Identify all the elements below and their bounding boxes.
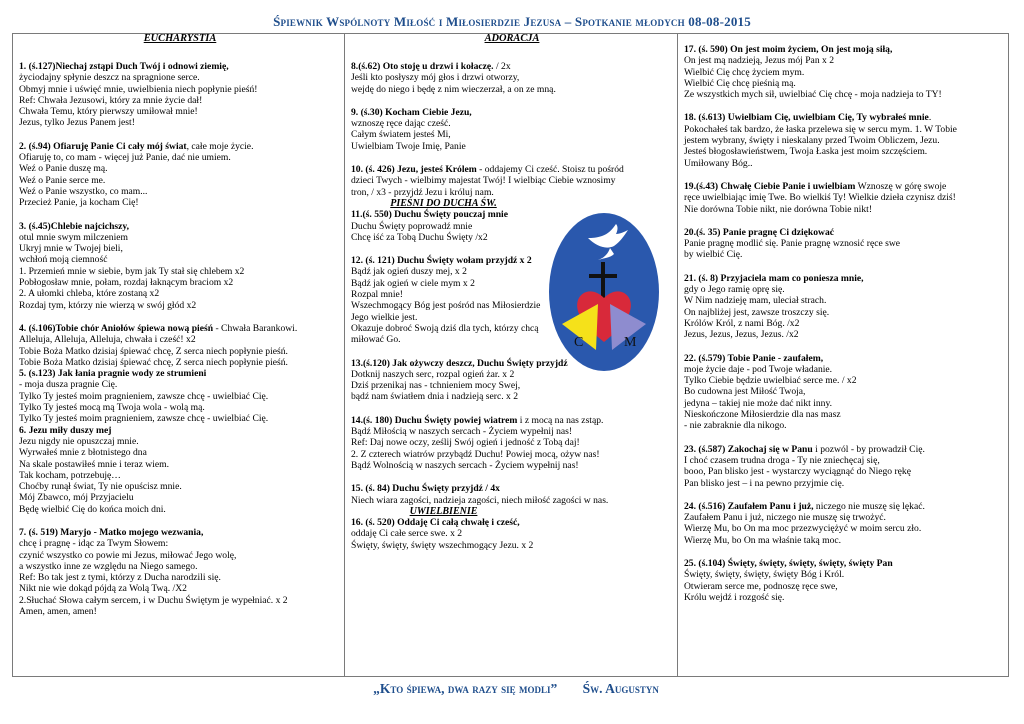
song-line: Weź o Panie serce me.	[19, 174, 106, 186]
song-title	[684, 181, 1006, 192]
song-line: Wierzę Mu, bo On ma moc przezwyciężyć w moim sercu zło.	[684, 523, 922, 535]
song-title	[19, 527, 341, 538]
song-line: jestem wybrany, święty i nieskalany przed Twoim Obliczem, Jezu.	[684, 135, 940, 147]
song-block	[19, 61, 341, 129]
song-line: Ukryj mnie w Twojej bieli,	[19, 243, 123, 255]
song-title-bold: 2. (ś.94) Ofiaruję Panie Ci cały mój świat	[19, 140, 187, 152]
song-block	[684, 44, 1006, 100]
song-line: Bądź Wolnością w naszych sercach - Życiem wypełnij nas!	[351, 459, 579, 471]
song-title	[19, 221, 341, 232]
song-line: Chcę iść za Tobą Duchu Święty /x2	[351, 231, 488, 243]
song-line: Wyrwałeś mnie z błotnistego dna	[19, 447, 147, 459]
song-title	[684, 444, 1006, 455]
song-block	[19, 368, 341, 424]
song-line: Tak kocham, potrzebuję…	[19, 469, 121, 481]
song-line: Jeśli kto posłyszy mój głos i drzwi otworzy,	[351, 72, 520, 84]
song-line: W Nim nadzieję mam, uleciał strach.	[684, 295, 827, 307]
song-line: wejdę do niego i będę z nim wieczerzał, a on ze mną.	[351, 83, 556, 95]
song-block	[19, 221, 341, 311]
song-list	[19, 61, 341, 617]
song-line: Uwielbiam Twoje Imię, Panie	[351, 140, 466, 152]
song-line: Pokochałeś tak bardzo, że łaska przelewa się w sercu mym. 1. W Tobie	[684, 123, 957, 135]
song-line: Święty, święty, święty, święty Bóg i Król.	[684, 569, 845, 581]
song-line: życiodajny spłynie deszcz na spragnione serce.	[19, 72, 200, 84]
song-title	[351, 61, 673, 72]
song-title-rest: / 2x	[493, 61, 511, 72]
song-title-rest: niczego nie muszę się lękać.	[813, 500, 925, 512]
song-title-bold: 6. Jezu miły duszy mej	[19, 424, 112, 436]
footer-quote	[0, 681, 1024, 697]
song-line: 2.Słuchać Słowa całym sercem, i w Duchu Świętym je wypełniać. x 2	[19, 594, 288, 606]
song-title	[684, 112, 1006, 123]
song-block	[19, 323, 341, 368]
song-line: Niech wiara zagości, nadzieja zagości, niech miłość zagości w nas.	[351, 494, 609, 506]
song-line: Tobie Boża Matko dzisiaj śpiewać chcę, Z serca niech popłynie pieśń.	[19, 345, 288, 357]
column-uwielbienie	[684, 44, 1006, 603]
song-line: Nieskończone Miłosierdzie dla nas masz	[684, 409, 841, 421]
song-title-bold: 8.(ś.62) Oto stoję u drzwi i kołaczę.	[351, 61, 494, 72]
song-line: Zaufałem Panu i już, niczego nie muszę się trwożyć.	[684, 512, 886, 524]
song-title-rest: .	[928, 112, 932, 124]
song-line: Tobie Boża Matko dzisiaj śpiewać chcę, Z serca niech popłynie pieśń.	[19, 356, 288, 368]
song-title	[684, 227, 1006, 238]
song-line: 2. A ułomki chleba, które zostaną x2	[19, 288, 160, 300]
song-line: Dziś przenikaj nas - tchnieniem mocy Swej,	[351, 380, 521, 392]
song-title	[684, 558, 1006, 569]
song-block	[351, 483, 673, 506]
page-title: Śpiewnik Wspólnoty Miłość i Miłosierdzie Jezusa – Spotkanie młodych 08-08-2015	[273, 14, 751, 29]
column-eucharystia	[19, 33, 341, 617]
song-line: Nie dorówna Tobie nikt, nie dorówna Tobie nikt!	[684, 203, 873, 215]
song-line: Królu wejdź i rozgość się.	[684, 591, 785, 603]
song-block	[351, 209, 541, 243]
song-title-bold: 25. (ś.104) Święty, święty, święty, święty, święty Pan	[684, 557, 893, 569]
song-block	[684, 227, 1006, 261]
song-line: Tylko Ciebie będzie uwielbiać serce me. / x2	[684, 375, 857, 387]
song-title-bold: 5. (s.123) Jak łania pragnie wody ze strumieni	[19, 368, 207, 380]
song-line: Rozpal mnie!	[351, 289, 403, 301]
song-title	[684, 44, 1006, 55]
song-line: a wszystko inne ze względu na Niego samego.	[19, 560, 198, 572]
song-line: Bo cudowna jest Miłość Twoja,	[684, 386, 806, 398]
song-line: I choć czasem trudna droga - Ty nie zniechęcaj się,	[684, 454, 880, 466]
song-title-bold: 22. (ś.579) Tobie Panie - zaufałem,	[684, 352, 824, 364]
song-title	[351, 255, 536, 266]
song-line: Alleluja, Alleluja, Alleluja, chwała i cześć! x2	[19, 334, 196, 346]
song-line: Jezu nigdy nie opuszczaj mnie.	[19, 435, 139, 447]
song-line: Tylko Ty jesteś mocą mą Twoja wola - wolą mą.	[19, 402, 205, 414]
song-title-rest: - oddajemy Ci cześć. Stoisz tu pośród	[476, 164, 624, 176]
song-title-bold: 18. (ś.613) Uwielbiam Cię, uwielbiam Cię, Ty wybrałeś mnie	[684, 112, 929, 124]
song-line: Otwieram serce me, podnoszę ręce swe,	[684, 580, 838, 592]
song-title	[351, 209, 536, 220]
section-heading-adoracja: ADORACJA	[484, 33, 540, 44]
song-line: bądź nam światłem dnia i nadzieją serc. x 2	[351, 391, 519, 403]
song-line: moje życie daje - pod Twoje władanie.	[684, 363, 833, 375]
song-line: jedyna – takiej nie może dać nikt inny.	[684, 397, 833, 409]
song-line: Chwała Temu, który pierwszy umiłował mnie!	[19, 106, 198, 118]
song-block	[351, 107, 673, 152]
song-line: by wielbić Cię.	[684, 249, 743, 261]
song-title	[351, 483, 673, 494]
song-line: booo, Pan blisko jest - wystarczy wyciągnąć do Niego rękę	[684, 466, 911, 478]
song-line: Przecież Panie, ja kocham Cię!	[19, 197, 139, 209]
song-line: Ref: Daj nowe oczy, ześlij Swój ogień i jedność z Tobą daj!	[351, 437, 580, 449]
song-line: Jezus, tylko Jezus Panem jest!	[19, 117, 135, 129]
song-title-rest: , całe moje życie.	[186, 140, 254, 152]
song-line: Będę wielbić Cię do końca moich dni.	[19, 503, 166, 515]
song-title-bold: 13.(ś.120) Jak ożywczy deszcz, Duchu Święty przyjdź	[351, 357, 568, 369]
song-line: Bądź jak ogień duszy mej, x 2	[351, 266, 467, 278]
song-block	[684, 353, 1006, 432]
song-line: Mój Zbawco, mój Przyjacielu	[19, 492, 134, 504]
song-line: Umiłowany Bóg..	[684, 157, 753, 169]
song-block	[684, 112, 1006, 168]
section-heading-uwielbienie: UWIELBIENIE	[409, 505, 478, 517]
song-line: tron, / x3 - przyjdź Jezu i króluj nam.	[351, 186, 494, 198]
song-title-bold: 21. (ś. 8) Przyjaciela mam co poniesza mnie,	[684, 272, 864, 284]
song-line: Pobłogosław mnie, połam, rozdaj łaknącym braciom x2	[19, 277, 234, 289]
song-block	[351, 415, 673, 471]
song-line: Całym światem jesteś Mi,	[351, 129, 451, 141]
song-title-bold: 15. (ś. 84) Duchu Święty przyjdź / 4x	[351, 483, 500, 495]
song-line: - moja dusza pragnie Cię.	[19, 379, 118, 391]
song-line: Ze wszystkich mych sił, uwielbiać Cię chcę - moja nadzieja to TY!	[684, 89, 942, 101]
song-block	[684, 181, 1006, 215]
song-title-bold: 9. (ś.30) Kocham Ciebie Jezu,	[351, 106, 472, 118]
song-line: otul mnie swym milczeniem	[19, 231, 128, 243]
community-emblem	[548, 212, 660, 372]
song-line: Wszechmogący Bóg jest pośród nas Miłosierdzie Jego wielkie jest.	[351, 300, 541, 323]
song-block	[684, 273, 1006, 341]
song-block	[19, 527, 341, 617]
song-title	[684, 273, 1006, 284]
song-line: Bądź Miłością w naszych sercach - Życiem wypełnij nas!	[351, 426, 573, 438]
song-line: Wielbić Cię chcę życiem mym.	[684, 66, 805, 78]
song-line: Wielbić Cię chcę pieśnią mą.	[684, 77, 796, 89]
song-line: ręce uwielbiając imię Twe. Bo wielkiś Ty! Wielkie dzieła czynisz dziś!	[684, 192, 956, 204]
section-heading-eucharystia: EUCHARYSTIA	[143, 33, 217, 44]
song-title	[19, 141, 341, 152]
song-line: Bądź jak ogień w ciele mym x 2	[351, 277, 475, 289]
song-title	[351, 517, 673, 528]
song-block	[684, 501, 1006, 546]
song-line: 2. Z czterech wiatrów przybądź Duchu! Powiej mocą, ożyw nas!	[351, 448, 600, 460]
song-line: Weź o Panie wszystko, co mam...	[19, 185, 148, 197]
song-title-bold: 4. (ś.106)Tobie chór Aniołów śpiewa nową pieśń	[19, 322, 214, 334]
song-line: Obmyj mnie i uświęć mnie, uwielbienia niech popłynie pieśń!	[19, 83, 258, 95]
section-heading-duch-swiety: PIEŚNI DO DUCHA ŚW.	[390, 197, 497, 209]
song-line: chcę i pragnę - idąc za Twym Słowem:	[19, 538, 169, 550]
song-title-rest: - Chwała Barankowi.	[213, 322, 298, 334]
song-title	[684, 353, 1006, 364]
song-title-bold: 3. (ś.45)Chlebie najcichszy,	[19, 220, 130, 232]
song-title-bold: 16. (ś. 520) Oddaję Ci całą chwałę i cześć,	[351, 517, 520, 529]
song-title	[351, 415, 673, 426]
song-block	[684, 444, 1006, 489]
song-title-bold: 17. (ś. 590) On jest moim życiem, On jest moją siłą,	[684, 44, 893, 55]
cross-horizontal	[589, 274, 617, 278]
song-title-bold: 11.(ś. 550) Duchu Święty pouczaj mnie	[351, 209, 508, 221]
song-title-bold: 20.(ś. 35) Panie pragnę Ci dziękować	[684, 226, 835, 238]
song-title	[19, 425, 341, 436]
song-line: Ref: Chwała Jezusowi, który za mnie życie dał!	[19, 94, 203, 106]
song-line: wchłoń moją ciemność	[19, 254, 108, 266]
song-line: czynić wszystko co powie mi Jezus, miłować Jego wolę,	[19, 549, 237, 561]
song-line: Królów Król, z nami Bóg. /x2	[684, 317, 800, 329]
song-block	[351, 164, 673, 198]
song-line: Tylko Ty jesteś moim pragnieniem, zawsze chcę - uwielbiać Cię.	[19, 413, 269, 425]
song-title	[684, 501, 1006, 512]
song-line: Ofiaruję to, co mam - więcej już Panie, dać nie umiem.	[19, 152, 231, 164]
song-title-bold: 19.(ś.43) Chwałę Ciebie Panie i uwielbiam	[684, 180, 856, 192]
song-title-bold: 7. (ś. 519) Maryjo - Matko mojego wezwania,	[19, 526, 204, 538]
song-line: Jesteś błogosławieństwem, Twoja Łaska jest moim szczęściem.	[684, 146, 928, 158]
song-line: oddaję Ci całe serce swe. x 2	[351, 528, 463, 540]
column-divider-1	[344, 33, 345, 677]
column-divider-2	[677, 33, 678, 677]
song-title-bold: 14.(ś. 180) Duchu Święty powiej wiatrem	[351, 414, 518, 426]
footer-quote-text: „Kto śpiewa, dwa razy się modli”	[373, 681, 558, 696]
song-title-bold: 12. (ś. 121) Duchu Święty wołam przyjdź x 2	[351, 255, 532, 267]
footer-quote-author: Św. Augustyn	[582, 681, 659, 696]
song-block	[351, 255, 541, 345]
emblem-letter-m: M	[624, 335, 637, 350]
song-line: On najbliżej jest, zawsze troszczy się.	[684, 306, 830, 318]
song-line: Weź o Panie duszę mą.	[19, 163, 108, 175]
song-line: Duchu Święty poprowadź mnie	[351, 220, 473, 232]
song-list-uwielbienie	[351, 517, 673, 551]
song-block	[19, 425, 341, 515]
song-title-bold: 24. (ś.516) Zaufałem Panu i już,	[684, 500, 814, 512]
song-line: On jest mą nadzieją, Jezus mój Pan x 2	[684, 55, 835, 67]
song-line: 1. Przemień mnie w siebie, bym jak Ty stał się chlebem x2	[19, 265, 245, 277]
song-title	[351, 107, 673, 118]
song-line: Wierzę Mu, bo On ma właśnie taką moc.	[684, 534, 842, 546]
song-line: dzieci Twych - wielbimy majestat Twój! I wielbiąc Ciebie wznosimy	[351, 175, 616, 187]
song-title-bold: 10. (ś. 426) Jezu, jesteś Królem	[351, 164, 477, 176]
song-line: Nikt nie wie dokąd pójdą za Wolą Twą. /X2	[19, 583, 187, 595]
song-line: Amen, amen, amen!	[19, 606, 97, 618]
song-line: Pan blisko jest – i na pewno przyjmie cię.	[684, 477, 845, 489]
song-line: Dotknij naszych serc, rozpal ogień żar. x 2	[351, 368, 515, 380]
song-block	[684, 558, 1006, 603]
song-title-rest: i z mocą na nas zstąp.	[517, 414, 604, 426]
song-title	[19, 368, 341, 379]
song-title-rest: Wznoszę w górę swoje	[855, 180, 947, 192]
song-title	[19, 61, 341, 72]
song-line: Święty, święty, święty wszechmogący Jezu. x 2	[351, 539, 534, 551]
song-line: gdy o Jego ramię oprę się.	[684, 284, 785, 296]
song-line: Panie pragnę modlić się. Panie pragnę wznosić ręce swe	[684, 238, 901, 250]
song-line: - nie zabraknie dla nikogo.	[684, 420, 787, 432]
song-block	[351, 61, 673, 95]
song-line: wznoszę ręce dając cześć.	[351, 118, 451, 130]
song-line: Ref: Bo tak jest z tymi, którzy z Ducha narodzili się.	[19, 572, 221, 584]
song-title	[19, 323, 341, 334]
song-title-bold: 23. (ś.587) Zakochaj się w Panu	[684, 443, 813, 455]
song-line: Tylko Ty jesteś moim pragnieniem, zawsze chcę - uwielbiać Cię.	[19, 390, 269, 402]
song-title	[351, 164, 673, 175]
song-line: Choćby runął świat, Ty nie opuścisz mnie.	[19, 481, 182, 493]
song-block	[19, 141, 341, 209]
song-line: Okazuje dobroć Swoją dziś dla tych, którzy chcą miłować Go.	[351, 322, 539, 346]
song-title-bold: 1. (ś.127)Niechaj zstąpi Duch Twój i odnowi ziemię,	[19, 61, 229, 72]
song-line: Rozdaj tym, którzy nie wierzą w swój głód x2	[19, 299, 197, 311]
song-list-adoracja	[351, 61, 673, 198]
song-line: Jezus, Jezus, Jezus, Jezus. /x2	[684, 329, 799, 341]
song-title-rest: i pozwól - by prowadził Cię.	[812, 443, 925, 455]
emblem-letter-c: C	[574, 335, 584, 350]
song-line: Na skale postawiłeś mnie i teraz wiem.	[19, 458, 169, 470]
song-block	[351, 517, 673, 551]
